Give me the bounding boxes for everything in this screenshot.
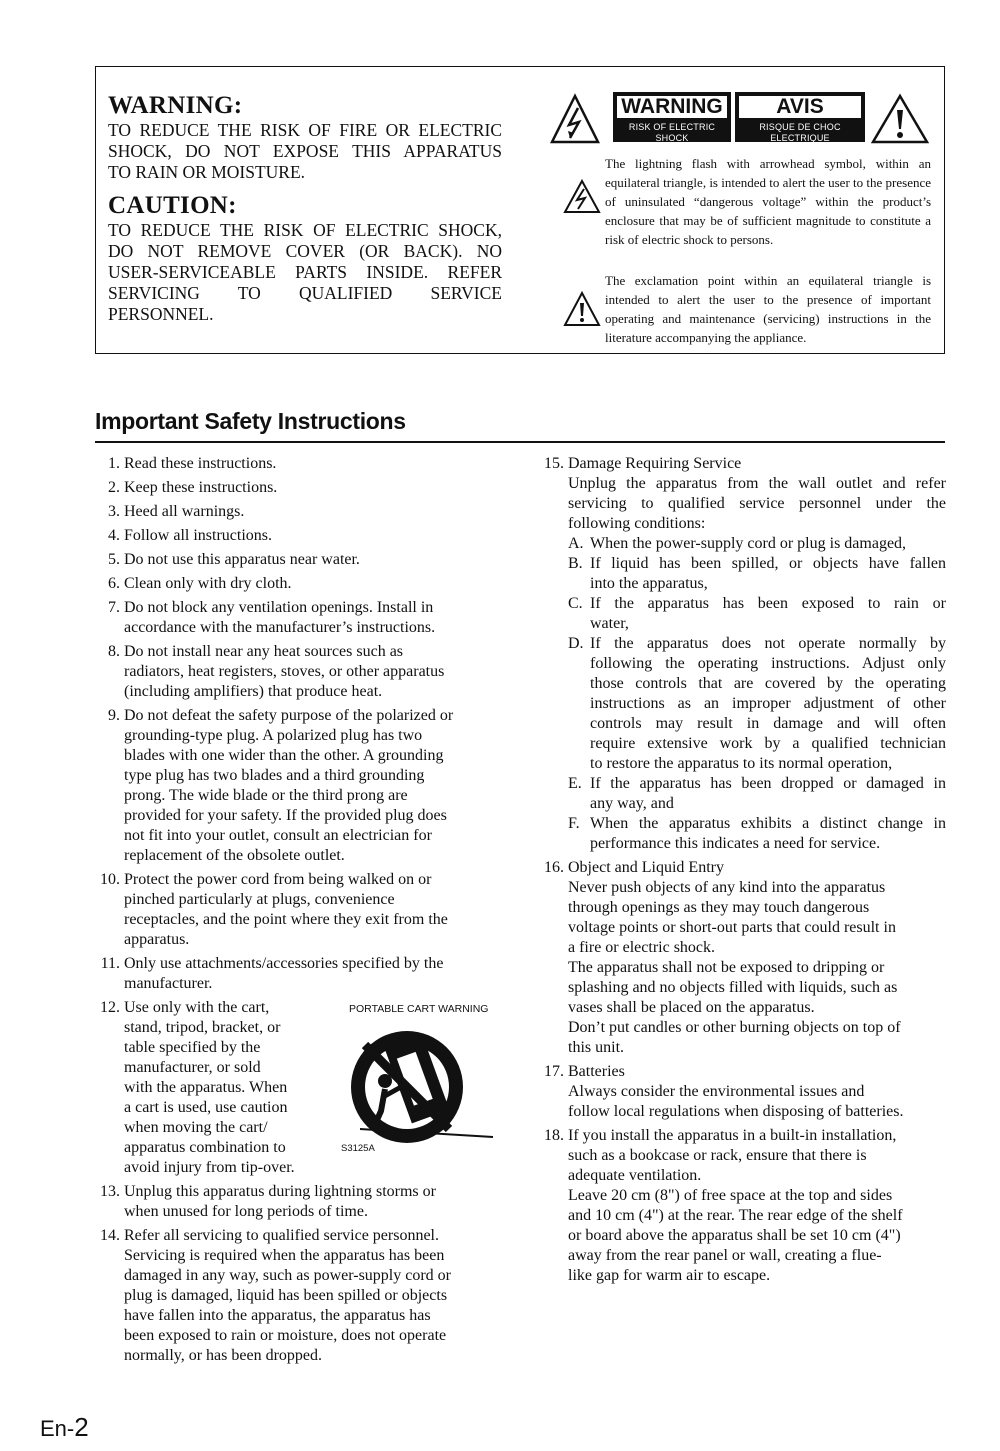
cart-warning-label: PORTABLE CART WARNING — [349, 1003, 489, 1015]
item-line: If liquid has been spilled, or objects have fallen — [590, 555, 946, 572]
item-line: If you install the apparatus in a built-in installation, — [568, 1127, 897, 1144]
item-line: Do not defeat the safety purpose of the polarized or — [124, 707, 454, 724]
item-line: servicing to qualified service personnel under the — [568, 495, 946, 512]
page-number — [40, 1412, 89, 1443]
item-number: 6. — [108, 575, 120, 592]
avis-label-sub2: NE PAS OUVRIR — [763, 144, 837, 154]
item-line: following conditions: — [568, 515, 706, 532]
item-number: 1. — [108, 455, 120, 472]
item-line: Servicing is required when the apparatus has been — [124, 1247, 445, 1264]
item-line: The apparatus shall not be exposed to dripping or — [568, 959, 885, 976]
warning-text — [108, 120, 502, 183]
item-line: follow local regulations when disposing of batteries. — [568, 1103, 904, 1120]
section-rule — [95, 441, 945, 443]
sub-item-letter: A. — [568, 535, 584, 552]
item-line: away from the rear panel or wall, creating a flue- — [568, 1247, 882, 1264]
item-line: Leave 20 cm (8") of free space at the top and sides — [568, 1187, 893, 1204]
item-line: manufacturer. — [124, 975, 213, 992]
item-line: those controls that are covered by the operating — [590, 675, 946, 692]
lightning-triangle-small-icon — [563, 178, 601, 214]
item-line: this unit. — [568, 1039, 625, 1056]
item-line: Protect the power cord from being walked on or — [124, 871, 432, 888]
item-line: prong. The wide blade or the third prong are — [124, 787, 408, 804]
item-line: Follow all instructions. — [124, 527, 272, 544]
item-line: plug is damaged, liquid has been spilled or objects — [124, 1287, 448, 1304]
item-number: 11. — [100, 955, 120, 972]
warning-label — [613, 92, 731, 154]
cart-code: S3125A — [341, 1143, 375, 1154]
item-line: vases shall be placed on the apparatus. — [568, 999, 815, 1016]
item-number: 8. — [108, 643, 120, 660]
caution-heading: CAUTION: — [108, 192, 237, 219]
item-line: Batteries — [568, 1063, 625, 1080]
item-line: grounding-type plug. A polarized plug has two — [124, 727, 423, 744]
item-line: If the apparatus has been exposed to rain or — [590, 595, 946, 612]
item-line: a cart is used, use caution — [124, 1099, 288, 1116]
item-line: controls may result in damage and will often — [590, 715, 946, 732]
item-line: type plug has two blades and a third grounding — [124, 767, 425, 784]
item-line: avoid injury from tip-over. — [124, 1159, 295, 1176]
item-line: Do not install near any heat sources such as — [124, 643, 404, 660]
item-line: replacement of the obsolete outlet. — [124, 847, 345, 864]
item-number: 16. — [544, 859, 564, 876]
sub-item-letter: F. — [568, 815, 580, 832]
item-line: Do not use this apparatus near water. — [124, 551, 360, 568]
item-line: Never push objects of any kind into the apparatus — [568, 879, 886, 896]
item-line: or board above the apparatus shall be set 10 cm (4") — [568, 1227, 901, 1244]
item-line: Use only with the cart, — [124, 999, 270, 1016]
item-number: 2. — [108, 479, 120, 496]
item-line: (including amplifiers) that produce heat. — [124, 683, 383, 700]
item-line: been exposed to rain or moisture, does not operate — [124, 1327, 447, 1344]
item-line: through openings as they may touch dangerous — [568, 899, 870, 916]
item-line: When the power-supply cord or plug is damaged, — [590, 535, 907, 552]
warning-line: TO REDUCE THE RISK OF FIRE OR ELECTRIC — [108, 120, 502, 140]
item-line: water, — [590, 615, 629, 632]
item-line: accordance with the manufacturer’s instructions. — [124, 619, 436, 636]
item-line: Always consider the environmental issues and — [568, 1083, 865, 1100]
page-number-value: 2 — [74, 1412, 89, 1442]
item-line: radiators, heat registers, stoves, or other apparatus — [124, 663, 445, 680]
portable-cart-warning-icon — [345, 1025, 495, 1150]
item-line: a fire or electric shock. — [568, 939, 716, 956]
item-line: when moving the cart/ — [124, 1119, 268, 1136]
item-line: receptacles, and the point where they exit from the — [124, 911, 448, 928]
item-line: Unplug this apparatus during lightning storms or — [124, 1183, 436, 1200]
item-number: 9. — [108, 707, 120, 724]
caution-line: PERSONNEL. — [108, 304, 214, 324]
item-line: Only use attachments/accessories specified by the — [124, 955, 444, 972]
avis-label-sub1: RISQUE DE CHOC ELECTRIQUE — [759, 122, 841, 143]
item-line: Unplug the apparatus from the wall outlet and refer — [568, 475, 946, 492]
item-number: 5. — [108, 551, 120, 568]
item-line: apparatus. — [124, 931, 190, 948]
item-line: pinched particularly at plugs, convenience — [124, 891, 395, 908]
item-line: to restore the apparatus to its normal operation, — [590, 755, 893, 772]
sub-item-letter: B. — [568, 555, 583, 572]
sub-item-letter: C. — [568, 595, 583, 612]
exclamation-triangle-icon — [870, 92, 930, 144]
warning-label-sub2: DO NOT OPEN — [639, 144, 705, 154]
item-number: 10. — [100, 871, 120, 888]
item-line: any way, and — [590, 795, 674, 812]
item-line: not fit into your outlet, consult an electrician for — [124, 827, 432, 844]
warning-heading: WARNING: — [108, 92, 243, 119]
item-line: instructions as an improper adjustment of other — [590, 695, 946, 712]
item-line: and 10 cm (4") at the rear. The rear edge of the shelf — [568, 1207, 903, 1224]
item-line: Object and Liquid Entry — [568, 859, 724, 876]
warning-label-title: WARNING — [615, 94, 729, 120]
item-line: voltage points or short-out parts that could result in — [568, 919, 896, 936]
avis-label-title: AVIS — [737, 94, 863, 120]
section-title: Important Safety Instructions — [95, 408, 406, 434]
item-line: Keep these instructions. — [124, 479, 278, 496]
item-number: 17. — [544, 1063, 564, 1080]
item-number: 3. — [108, 503, 120, 520]
sub-item-letter: E. — [568, 775, 582, 792]
item-line: like gap for warm air to escape. — [568, 1267, 771, 1284]
item-line: table specified by the — [124, 1039, 261, 1056]
item-line: into the apparatus, — [590, 575, 708, 592]
item-line: If the apparatus has been dropped or damaged in — [590, 775, 946, 792]
item-line: following the operating instructions. Adjust only — [590, 655, 946, 672]
caution-text — [108, 220, 502, 325]
item-line: performance this indicates a need for service. — [590, 835, 881, 852]
caution-line: USER-SERVICEABLE PARTS INSIDE. REFER — [108, 262, 502, 282]
lightning-triangle-icon — [550, 92, 600, 144]
item-line: Read these instructions. — [124, 455, 277, 472]
item-line: If the apparatus does not operate normally by — [590, 635, 946, 652]
item-line: splashing and no objects filled with liquids, such as — [568, 979, 898, 996]
item-line: damaged in any way, such as power-supply cord or — [124, 1267, 451, 1284]
item-line: Heed all warnings. — [124, 503, 245, 520]
caution-line: DO NOT REMOVE COVER (OR BACK). NO — [108, 241, 502, 261]
item-number: 18. — [544, 1127, 564, 1144]
exclamation-triangle-small-icon — [563, 290, 601, 328]
avis-label — [735, 92, 865, 154]
item-line: blades with one wider than the other. A grounding — [124, 747, 444, 764]
item-number: 13. — [100, 1183, 120, 1200]
item-line: require extensive work by a qualified technician — [590, 735, 946, 752]
item-number: 4. — [108, 527, 120, 544]
exclamation-explanation: The exclamation point within an equilateral triangle is intended to alert the user to the presence of important operating and maintenance (servicing) instructions in the literature accompanying the appliance. — [605, 273, 931, 345]
item-line: Clean only with dry cloth. — [124, 575, 292, 592]
warning-line: SHOCK, DO NOT EXPOSE THIS APPARATUS — [108, 141, 502, 161]
item-number: 15. — [544, 455, 564, 472]
caution-line: TO REDUCE THE RISK OF ELECTRIC SHOCK, — [108, 220, 502, 240]
sub-item-letter: D. — [568, 635, 584, 652]
item-line: Damage Requiring Service — [568, 455, 742, 472]
page-prefix: En- — [40, 1416, 75, 1441]
item-line: adequate ventilation. — [568, 1167, 702, 1184]
item-line: manufacturer, or sold — [124, 1059, 261, 1076]
item-line: Don’t put candles or other burning objects on top of — [568, 1019, 901, 1036]
warning-line: TO RAIN OR MOISTURE. — [108, 162, 306, 182]
item-line: when unused for long periods of time. — [124, 1203, 368, 1220]
item-line: such as a bookcase or rack, ensure that there is — [568, 1147, 867, 1164]
lightning-explanation: The lightning flash with arrowhead symbol, within an equilateral triangle, is intended to alert the user to the presence of uninsulated “dangerous voltage” within the product’s enclosure that may be of sufficient magnitude to constitute a risk of electric shock to persons. — [605, 156, 931, 247]
caution-line: SERVICING TO QUALIFIED SERVICE — [108, 283, 502, 303]
item-number: 7. — [108, 599, 120, 616]
item-number: 12. — [100, 999, 120, 1016]
item-line: with the apparatus. When — [124, 1079, 288, 1096]
item-line: provided for your safety. If the provided plug does — [124, 807, 447, 824]
item-line: normally, or has been dropped. — [124, 1347, 323, 1364]
item-line: Do not block any ventilation openings. Install in — [124, 599, 434, 616]
item-line: When the apparatus exhibits a distinct change in — [590, 815, 946, 832]
item-line: stand, tripod, bracket, or — [124, 1019, 281, 1036]
item-number: 14. — [100, 1227, 120, 1244]
item-line: apparatus combination to — [124, 1139, 286, 1156]
warning-label-sub1: RISK OF ELECTRIC SHOCK — [628, 122, 716, 143]
item-line: Refer all servicing to qualified service personnel. — [124, 1227, 439, 1244]
item-line: have fallen into the apparatus, the apparatus has — [124, 1307, 431, 1324]
